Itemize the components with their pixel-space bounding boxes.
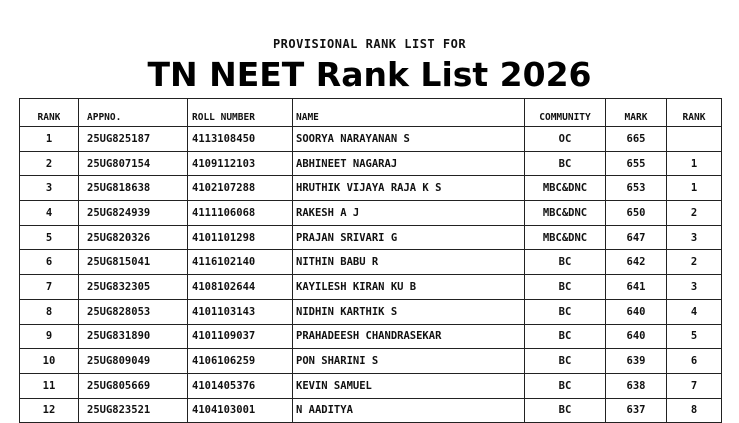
cell-name: NITHIN BABU R <box>293 250 525 275</box>
cell-roll-number: 4101101298 <box>188 225 293 250</box>
cell-name: N AADITYA <box>293 398 525 423</box>
cell-rank: 5 <box>20 225 79 250</box>
header-mark: MARK <box>606 99 667 127</box>
cell-community: BC <box>525 373 606 398</box>
cell-community: OC <box>525 127 606 152</box>
cell-community: MBC&DNC <box>525 201 606 226</box>
table-row <box>20 151 722 176</box>
cell-roll-number: 4111106068 <box>188 201 293 226</box>
cell-name: NIDHIN KARTHIK S <box>293 299 525 324</box>
cell-rank: 1 <box>20 127 79 152</box>
cell-roll-number: 4116102140 <box>188 250 293 275</box>
document-heading: PROVISIONAL RANK LIST FOR <box>272 37 467 51</box>
cell-appno: 25UG832305 <box>79 275 188 300</box>
header-roll-number: ROLL NUMBER <box>188 99 293 127</box>
table-row <box>20 324 722 349</box>
cell-mark: 647 <box>606 225 667 250</box>
cell-rank: 3 <box>20 176 79 201</box>
cell-roll-number: 4102107288 <box>188 176 293 201</box>
cell-name: PRAJAN SRIVARI G <box>293 225 525 250</box>
table-row <box>20 127 722 152</box>
cell-community-rank <box>667 127 722 152</box>
table-row <box>20 299 722 324</box>
cell-community-rank: 6 <box>667 349 722 374</box>
cell-roll-number: 4113108450 <box>188 127 293 152</box>
cell-community-rank: 4 <box>667 299 722 324</box>
cell-mark: 650 <box>606 201 667 226</box>
table-row <box>20 398 722 423</box>
cell-community: MBC&DNC <box>525 176 606 201</box>
cell-roll-number: 4106106259 <box>188 349 293 374</box>
cell-rank: 8 <box>20 299 79 324</box>
cell-appno: 25UG815041 <box>79 250 188 275</box>
cell-mark: 642 <box>606 250 667 275</box>
cell-appno: 25UG823521 <box>79 398 188 423</box>
cell-name: ABHINEET NAGARAJ <box>293 151 525 176</box>
cell-appno: 25UG828053 <box>79 299 188 324</box>
cell-rank: 11 <box>20 373 79 398</box>
table-row <box>20 225 722 250</box>
cell-name: KAYILESH KIRAN KU B <box>293 275 525 300</box>
cell-appno: 25UG809049 <box>79 349 188 374</box>
cell-community-rank: 3 <box>667 275 722 300</box>
cell-rank: 4 <box>20 201 79 226</box>
cell-mark: 655 <box>606 151 667 176</box>
cell-community: BC <box>525 349 606 374</box>
cell-name: HRUTHIK VIJAYA RAJA K S <box>293 176 525 201</box>
cell-rank: 7 <box>20 275 79 300</box>
cell-mark: 639 <box>606 349 667 374</box>
cell-roll-number: 4101405376 <box>188 373 293 398</box>
cell-community: MBC&DNC <box>525 225 606 250</box>
cell-mark: 641 <box>606 275 667 300</box>
cell-rank: 12 <box>20 398 79 423</box>
table-row <box>20 373 722 398</box>
cell-mark: 653 <box>606 176 667 201</box>
cell-rank: 6 <box>20 250 79 275</box>
header-appno: APPNO. <box>79 99 188 127</box>
cell-roll-number: 4101109037 <box>188 324 293 349</box>
cell-mark: 638 <box>606 373 667 398</box>
cell-community-rank: 3 <box>667 225 722 250</box>
cell-community-rank: 1 <box>667 151 722 176</box>
header-community: COMMUNITY <box>525 99 606 127</box>
cell-community: BC <box>525 398 606 423</box>
cell-roll-number: 4101103143 <box>188 299 293 324</box>
cell-name: PRAHADEESH CHANDRASEKAR <box>293 324 525 349</box>
table-row <box>20 201 722 226</box>
table-row <box>20 250 722 275</box>
cell-appno: 25UG818638 <box>79 176 188 201</box>
cell-mark: 640 <box>606 299 667 324</box>
cell-appno: 25UG805669 <box>79 373 188 398</box>
cell-appno: 25UG825187 <box>79 127 188 152</box>
cell-community-rank: 2 <box>667 250 722 275</box>
cell-name: PON SHARINI S <box>293 349 525 374</box>
table-row <box>20 176 722 201</box>
cell-community: BC <box>525 299 606 324</box>
cell-appno: 25UG807154 <box>79 151 188 176</box>
cell-appno: 25UG824939 <box>79 201 188 226</box>
cell-appno: 25UG831890 <box>79 324 188 349</box>
cell-community: BC <box>525 151 606 176</box>
cell-roll-number: 4108102644 <box>188 275 293 300</box>
cell-community-rank: 2 <box>667 201 722 226</box>
table-row <box>20 349 722 374</box>
overlay-title: TN NEET Rank List 2026 <box>147 55 592 94</box>
cell-community-rank: 7 <box>667 373 722 398</box>
cell-community-rank: 1 <box>667 176 722 201</box>
cell-community-rank: 8 <box>667 398 722 423</box>
cell-mark: 637 <box>606 398 667 423</box>
table-row <box>20 275 722 300</box>
cell-community: BC <box>525 324 606 349</box>
cell-community: BC <box>525 275 606 300</box>
cell-name: SOORYA NARAYANAN S <box>293 127 525 152</box>
cell-roll-number: 4104103001 <box>188 398 293 423</box>
cell-rank: 9 <box>20 324 79 349</box>
header-name: NAME <box>293 99 525 127</box>
cell-community: BC <box>525 250 606 275</box>
table-header-row <box>20 99 722 127</box>
rank-table-container <box>19 98 722 423</box>
header-rank: RANK <box>20 99 79 127</box>
cell-rank: 10 <box>20 349 79 374</box>
cell-roll-number: 4109112103 <box>188 151 293 176</box>
cell-mark: 665 <box>606 127 667 152</box>
cell-rank: 2 <box>20 151 79 176</box>
cell-name: KEVIN SAMUEL <box>293 373 525 398</box>
cell-appno: 25UG820326 <box>79 225 188 250</box>
cell-mark: 640 <box>606 324 667 349</box>
cell-name: RAKESH A J <box>293 201 525 226</box>
rank-table <box>19 98 722 423</box>
cell-community-rank: 5 <box>667 324 722 349</box>
header-community-rank: RANK <box>667 99 722 127</box>
